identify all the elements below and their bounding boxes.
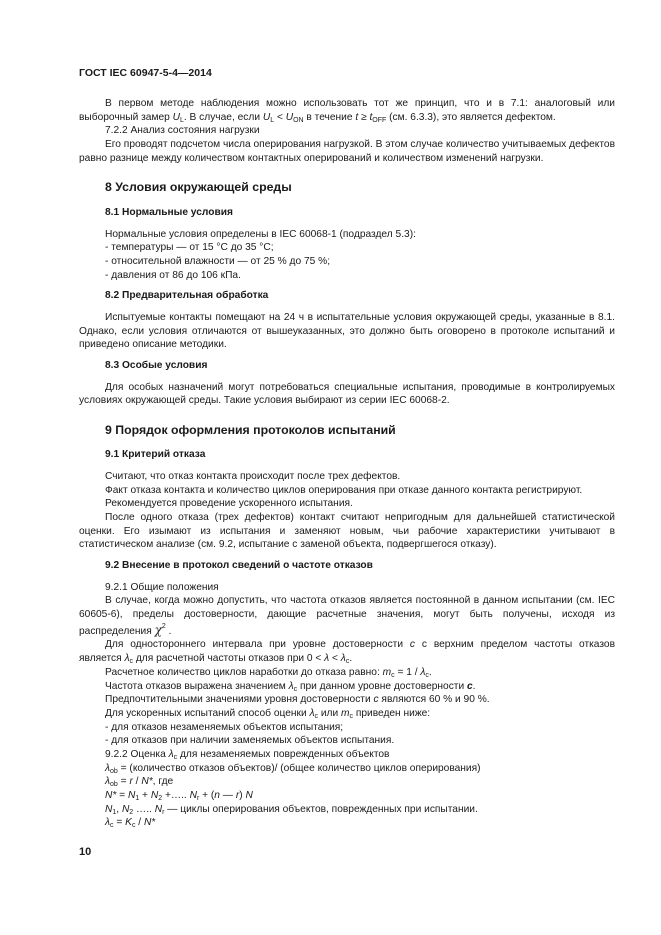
- list-item: - относительной влажности — от 25 % до 75 %;: [105, 255, 331, 267]
- subsection-921: 9.2.1 Общие положения: [105, 581, 219, 593]
- list-item: - давления от 86 до 106 кПа.: [105, 269, 241, 281]
- section-82-title: 8.2 Предварительная обработка: [105, 290, 269, 302]
- paragraph-91d: После одного отказа (трех дефектов) контакт считают непригодным для дальнейшей статистической оценки. Его изымают из испытания и заменяют новым, чьи рабочие характеристики учитывают в статистическом анализе (см. 9.2, испытание с заменой объекта, подвергшегося отказу).: [79, 512, 615, 551]
- list-item: - температуры — от 15 °С до 35 °С;: [105, 242, 274, 254]
- formula-1: $\lambda_{ob}$ = (количество отказов объектов)/ (общее количество циклов оперирования): [105, 762, 481, 775]
- paragraph-81: Нормальные условия определены в IEC 60068-1 (подраздел 5.3):: [105, 228, 416, 240]
- formula-4: $N_1$, $N_2$ ….. $N_r$ — циклы оперирования объектов, поврежденных при испытании.: [105, 803, 478, 816]
- subsection-922: 9.2.2 Оценка $\lambda_c$ для незаменяемых поврежденных объектов: [105, 748, 390, 761]
- paragraph-921: В случае, когда можно допустить, что частота отказов является постоянной в данном испытании (см. IEC 60605-6), пределы достоверности, дающие расчетные значения, могут быть получены, исходя из распределения $\chi^2$ .: [79, 595, 615, 637]
- paragraph-observation: В первом методе наблюдения можно использовать тот же принцип, что и в 7.1: аналоговый или выборочный замер $U_L$. В случае, если $U_L < U_{ON}$ в течение $t \ge t_{OFF}$ (см. 6.3.3), это является дефектом.: [79, 98, 615, 124]
- section-83-title: 8.3 Особые условия: [105, 359, 208, 371]
- paragraph-921j: Для ускоренных испытаний способ оценки $\lambda_c$ или $m_c$ приведен ниже:: [105, 707, 431, 720]
- paragraph-921b: Для одностороннего интервала при уровне достоверности c с верхним пределом частоты отказов является $\lambda_c$ для расчетной частоты отказов при $0 < \lambda < \lambda_c$.: [79, 639, 615, 666]
- paragraph-722: Его проводят подсчетом числа оперирования нагрузкой. В этом случае количество учитываемых дефектов равно разнице между количеством контактных оперирований и количеством изменений нагрузки.: [79, 139, 615, 164]
- paragraph-91b: Факт отказа контакта и количество циклов оперирования при отказе данного контакта регистрируют.: [105, 484, 583, 496]
- paragraph-921h: Предпочтительными значениями уровня достоверности c являются 60 % и 90 %.: [105, 694, 490, 706]
- page-number: 10: [79, 846, 92, 858]
- section-91-title: 9.1 Критерий отказа: [105, 449, 206, 461]
- paragraph-91c: Рекомендуется проведение ускоренного испытания.: [105, 498, 353, 510]
- paragraph-82: Испытуемые контакты помещают на 24 ч в испытательные условия окружающей среды, указанные в 8.1. Однако, если условия отличаются от вышеуказанных, это должно быть оговорено в протоколе испытаний и приведено описание методики.: [79, 311, 615, 351]
- section-81-title: 8.1 Нормальные условия: [105, 206, 233, 218]
- formula-3: $N* = N_1 + N_2$ +….. $N_r + (n$ — r) N: [105, 789, 253, 802]
- subsection-722: 7.2.2 Анализ состояния нагрузки: [105, 125, 260, 137]
- formula-5: $\lambda_c = K_c / N*$: [105, 817, 156, 830]
- paragraph-91a: Считают, что отказ контакта происходит после трех дефектов.: [105, 471, 401, 483]
- document-header: ГОСТ IEC 60947-5-4—2014: [79, 67, 212, 79]
- formula-2: $\lambda_{ob} = r / N*$, где: [105, 776, 174, 789]
- section-8-title: 8 Условия окружающей среды: [105, 180, 292, 195]
- page-body: [79, 66, 615, 830]
- section-92-title: 9.2 Внесение в протокол сведений о частоте отказов: [105, 560, 373, 572]
- list-item: - для отказов незаменяемых объектов испытания;: [105, 721, 344, 733]
- list-item: - для отказов при наличии заменяемых объектов испытания.: [105, 735, 395, 747]
- section-9-title: 9 Порядок оформления протоколов испытаний: [105, 422, 396, 437]
- paragraph-921f: Частота отказов выражена значением $\lambda_c$ при данном уровне достоверности c.: [105, 680, 476, 693]
- paragraph-921e: Расчетное количество циклов наработки до отказа равно: $m_c = 1 / \lambda_c$.: [105, 666, 432, 679]
- paragraph-83: Для особых назначений могут потребоваться специальные испытания, проводимые в контролируемых условиях окружающей среды. Такие условия выбирают из серии IEC 60068-2.: [79, 381, 615, 407]
